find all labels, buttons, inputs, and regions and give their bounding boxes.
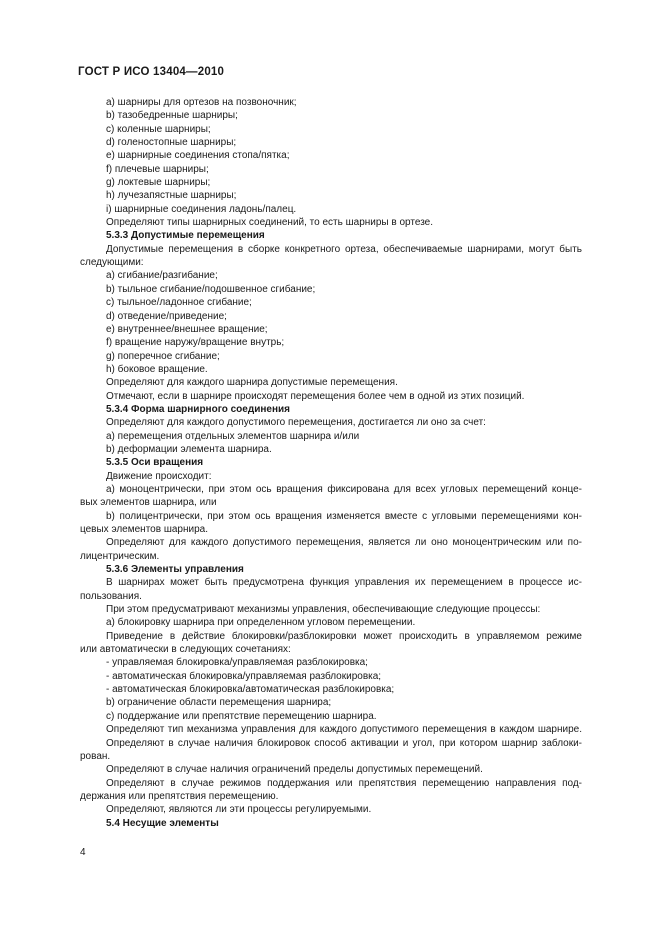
text-line: Допустимые перемещения в сборке конкретного ортеза, обеспечиваемые шарнирами, могут быть	[106, 243, 582, 255]
text-line: вых элементов шарнира, или	[80, 497, 217, 509]
text-line: Приведение в действие блокировки/разблокировки может происходить в управляемом режиме	[106, 630, 582, 642]
text-line: Отмечают, если в шарнире происходят перемещения более чем в одной из этих позиций.	[106, 390, 525, 402]
text-line: a) перемещения отдельных элементов шарнира и/или	[106, 430, 360, 442]
section-heading: 5.3.5 Оси вращения	[106, 457, 204, 469]
text-line: следующими:	[80, 257, 144, 269]
text-line: пользования.	[80, 590, 142, 602]
text-line: e) шарнирные соединения стопа/пятка;	[106, 150, 290, 162]
text-line: Определяют в случае наличия блокировок способ активации и угол, при котором шарнир заблоки-	[106, 737, 582, 749]
text-line: g) поперечное сгибание;	[106, 350, 220, 362]
text-line: Определяют, являются ли эти процессы регулируемыми.	[106, 804, 372, 816]
text-line: b) полицентрически, при этом ось вращения изменяется вместе с угловыми перемещениями кон-	[106, 510, 582, 522]
text-line: b) тыльное сгибание/подошвенное сгибание;	[106, 283, 316, 295]
text-line: f) плечевые шарниры;	[106, 163, 209, 175]
text-line: a) моноцентрически, при этом ось вращения фиксирована для всех угловых перемещений конце-	[106, 483, 582, 495]
text-line: Определяют в случае наличия ограничений пределы допустимых перемещений.	[106, 764, 483, 776]
text-line: a) сгибание/разгибание;	[106, 270, 218, 282]
text-line: Определяют тип механизма управления для каждого допустимого перемещения в каждом шарнире.	[106, 724, 582, 736]
text-line: Движение происходит:	[106, 470, 212, 482]
text-line: Определяют для каждого допустимого перемещения, является ли оно моноцентрическим или по-	[106, 537, 582, 549]
text-line: c) коленные шарниры;	[106, 123, 211, 135]
page-number: 4	[80, 847, 86, 858]
text-line: - автоматическая блокировка/автоматическая разблокировка;	[106, 684, 395, 696]
text-line: держания или препятствия перемещению.	[80, 790, 279, 802]
text-line: Определяют в случае режимов поддержания или препятствия перемещению направления под-	[106, 777, 582, 789]
text-line: d) голеностопные шарниры;	[106, 137, 237, 149]
text-line: a) шарниры для ортезов на позвоночник;	[106, 97, 297, 108]
section-heading: 5.4 Несущие элементы	[106, 817, 219, 829]
text-line: - управляемая блокировка/управляемая разблокировка;	[106, 657, 368, 669]
text-line: f) вращение наружу/вращение внутрь;	[106, 337, 285, 349]
text-line: e) внутреннее/внешнее вращение;	[106, 323, 268, 335]
text-line: При этом предусматривают механизмы управления, обеспечивающие следующие процессы:	[106, 604, 541, 616]
text-line: i) шарнирные соединения ладонь/палец.	[106, 203, 297, 215]
text-line: Определяют для каждого допустимого перемещения, достигается ли оно за счет:	[106, 417, 486, 429]
text-line: или автоматически в следующих сочетаниях:	[80, 644, 291, 656]
text-line: c) тыльное/ладонное сгибание;	[106, 297, 252, 309]
text-line: b) деформации элемента шарнира.	[106, 443, 272, 455]
text-line: - автоматическая блокировка/управляемая разблокировка;	[106, 670, 382, 682]
text-line: b) ограничение области перемещения шарнира;	[106, 697, 332, 709]
document-header: ГОСТ Р ИСО 13404—2010	[78, 66, 225, 78]
text-line: c) поддержание или препятствие перемещению шарнира.	[106, 710, 377, 722]
text-line: h) боковое вращение.	[106, 363, 208, 375]
text-line: цевых элементов шарнира.	[80, 524, 208, 535]
document-body	[80, 96, 582, 830]
text-line: h) лучезапястные шарниры;	[106, 190, 237, 202]
section-heading: 5.3.6 Элементы управления	[106, 564, 244, 576]
text-line: Определяют типы шарнирных соединений, то есть шарниры в ортезе.	[106, 217, 434, 229]
text-line: a) блокировку шарнира при определенном угловом перемещении.	[106, 617, 416, 629]
text-line: лицентрическим.	[80, 550, 160, 562]
text-line: d) отведение/приведение;	[106, 310, 227, 322]
text-line: b) тазобедренные шарниры;	[106, 110, 238, 122]
section-heading: 5.3.4 Форма шарнирного соединения	[106, 403, 290, 415]
text-line: Определяют для каждого шарнира допустимые перемещения.	[106, 377, 398, 389]
text-line: g) локтевые шарниры;	[106, 177, 211, 189]
text-line: В шарнирах может быть предусмотрена функция управления их перемещением в процессе ис-	[106, 577, 582, 589]
text-line: рован.	[80, 750, 111, 762]
section-heading: 5.3.3 Допустимые перемещения	[106, 230, 265, 242]
